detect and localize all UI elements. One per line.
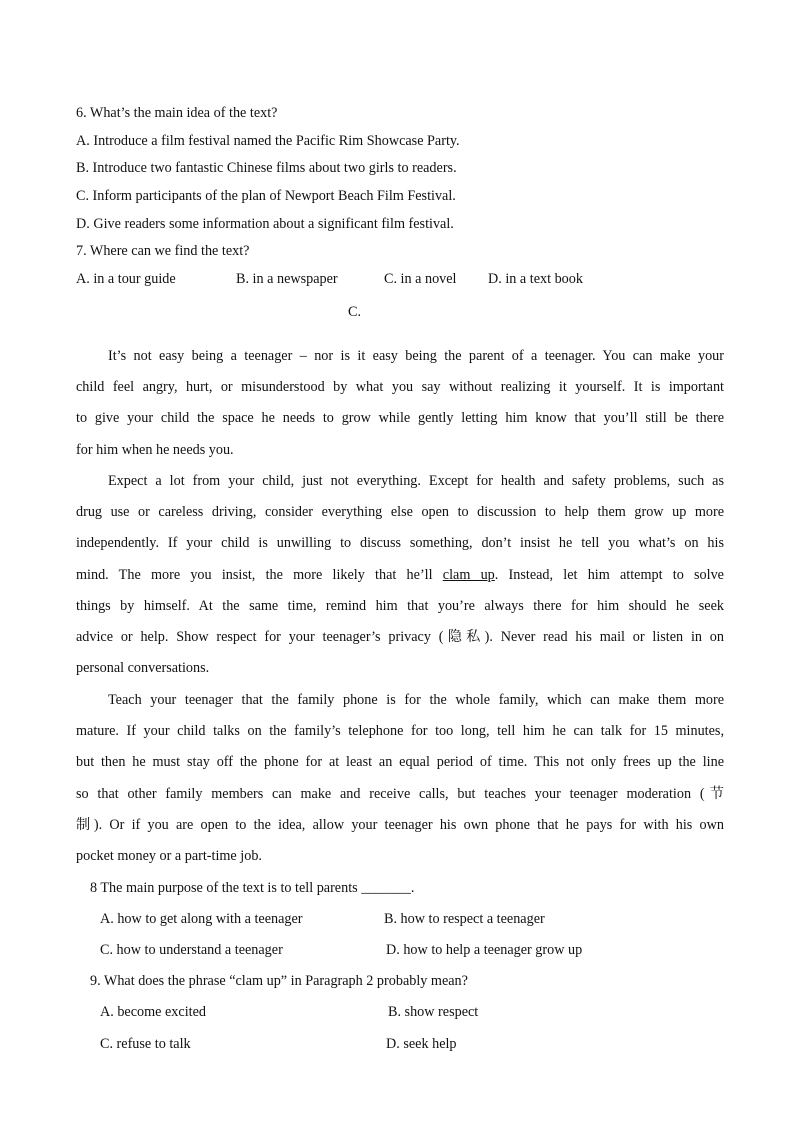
question-7: 7. Where can we find the text? bbox=[76, 243, 250, 259]
paragraph-line: to give your child the space he needs to grow while gently letting him know that you’ll still be there bbox=[76, 410, 724, 427]
question-8-option-a: A. how to get along with a teenager bbox=[100, 911, 303, 927]
question-7-option-b: B. in a newspaper bbox=[236, 271, 338, 287]
paragraph-line: personal conversations. bbox=[76, 660, 210, 677]
question-6: 6. What’s the main idea of the text? bbox=[76, 105, 278, 121]
question-7-option-d: D. in a text book bbox=[488, 271, 583, 287]
paragraph-line: drug use or careless driving, consider everything else open to discussion to help them grow up more bbox=[76, 504, 724, 521]
question-8-option-c: C. how to understand a teenager bbox=[100, 942, 283, 958]
passage-paragraph-1 bbox=[76, 341, 724, 466]
paragraph-line: Teach your teenager that the family phone is for the whole family, which can make them more bbox=[108, 692, 724, 708]
question-8-option-d: D. how to help a teenager grow up bbox=[386, 942, 583, 958]
paragraph-line: independently. If your child is unwilling to discuss something, don’t insist he tell you what’s on his bbox=[76, 535, 724, 552]
question-9-option-b: B. show respect bbox=[388, 1004, 479, 1020]
question-9-option-a: A. become excited bbox=[100, 1004, 206, 1020]
paragraph-line: mature. If your child talks on the family’s telephone for too long, tell him he can talk for 15 minutes, bbox=[76, 723, 724, 740]
question-7-option-a: A. in a tour guide bbox=[76, 271, 176, 287]
paragraph-line: advice or help. Show respect for your teenager’s privacy (隐私). Never read his mail or listen in on bbox=[76, 629, 724, 646]
paragraph-text: mind. The more you insist, the more likely that he’ll bbox=[76, 566, 443, 583]
paragraph-line: things by himself. At the same time, remind him that you’re always there for him should he seek bbox=[76, 597, 724, 614]
question-6-option-b: B. Introduce two fantastic Chinese films about two girls to readers. bbox=[76, 160, 457, 176]
question-6-option-a: A. Introduce a film festival named the Pacific Rim Showcase Party. bbox=[76, 133, 460, 149]
paragraph-text: . Instead, let him attempt to solve bbox=[494, 566, 724, 583]
paragraph-line: so that other family members can make and receive calls, but teaches your teenager moderation (节 bbox=[76, 785, 724, 802]
passage-paragraph-3 bbox=[76, 685, 724, 872]
passage-paragraph-2 bbox=[76, 466, 724, 684]
underlined-phrase-clam-up: clam up bbox=[442, 566, 495, 583]
paragraph-line: pocket money or a part-time job. bbox=[76, 848, 262, 865]
question-6-option-d: D. Give readers some information about a significant film festival. bbox=[76, 216, 454, 232]
paragraph-line: child feel angry, hurt, or misunderstood by what you say without realizing it yourself. It is important bbox=[76, 379, 724, 396]
question-8: 8 The main purpose of the text is to tell parents _______. bbox=[90, 880, 415, 896]
paragraph-line bbox=[76, 560, 724, 591]
paragraph-line: Expect a lot from your child, just not everything. Except for health and safety problems, such as bbox=[108, 473, 724, 489]
question-9-option-d: D. seek help bbox=[386, 1036, 457, 1052]
question-7-option-c: C. in a novel bbox=[384, 271, 457, 287]
paragraph-line: for him when he needs you. bbox=[76, 441, 234, 458]
question-8-option-b: B. how to respect a teenager bbox=[384, 911, 545, 927]
question-9: 9. What does the phrase “clam up” in Paragraph 2 probably mean? bbox=[90, 973, 468, 989]
paragraph-line: 制). Or if you are open to the idea, allow your teenager his own phone that he pays for with his own bbox=[76, 816, 724, 833]
section-heading: C. bbox=[348, 304, 362, 320]
paragraph-line: but then he must stay off the phone for at least an equal period of time. This not only frees up the line bbox=[76, 754, 724, 771]
paragraph-line: It’s not easy being a teenager – nor is it easy being the parent of a teenager. You can make your bbox=[108, 348, 724, 364]
question-9-option-c: C. refuse to talk bbox=[100, 1036, 191, 1052]
question-6-option-c: C. Inform participants of the plan of Newport Beach Film Festival. bbox=[76, 188, 456, 204]
